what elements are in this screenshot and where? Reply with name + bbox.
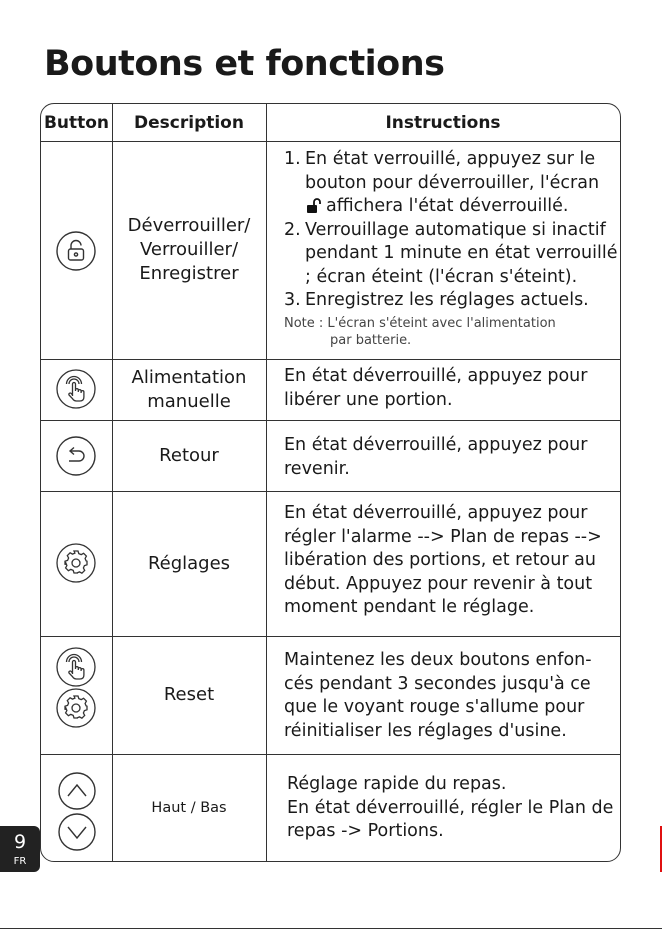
instruction-manual-feeding: En état déverrouillé, appuyez pour libérer une portion. — [284, 366, 588, 410]
chevron-up-icon — [57, 771, 97, 811]
instruction-settings: En état déverrouillé, appuyez pour régler l'alarme --> Plan de repas --> libération des portions, et retour au début. Appuyez pour revenir à tout moment pendant le réglage. — [284, 503, 602, 617]
buttons-table — [40, 103, 621, 862]
page-number: 9 — [13, 831, 27, 853]
gear-icon — [56, 543, 96, 583]
page-bottom-line — [0, 928, 662, 929]
instruction-up-down: Réglage rapide du repas. En état déverrouillé, régler le Plan de repas -> Portions. — [287, 774, 614, 841]
header-button: Button — [43, 112, 110, 133]
instruction-back: En état déverrouillé, appuyez pour revenir. — [284, 435, 588, 479]
page-language: FR — [13, 856, 27, 867]
description-settings: Réglages — [147, 552, 231, 574]
touch-hand-icon — [56, 369, 96, 409]
open-padlock-icon — [305, 198, 322, 213]
instruction-item: 2. Verrouillage automatique si inactif pendant 1 minute en état verrouillé ; écran éteint (l'écran s'éteint). — [284, 219, 618, 287]
instructions-lock — [284, 148, 619, 349]
gear-icon — [56, 688, 96, 728]
description-lock: Déverrouiller/ Verrouiller/ Enregistrer — [127, 215, 251, 284]
note: Note : L'écran s'éteint avec l'alimentation par batterie. — [284, 315, 556, 348]
header-description: Description — [134, 112, 244, 133]
chevron-down-icon — [57, 812, 97, 852]
instruction-item: 1. En état verrouillé, appuyez sur le bouton pour déverrouiller, l'écran affichera l'état déverrouillé. — [284, 149, 600, 216]
page-title: Boutons et fonctions — [44, 44, 445, 84]
description-reset: Reset — [163, 684, 215, 705]
touch-hand-icon — [56, 647, 96, 687]
instruction-item: 3. Enregistrez les réglages actuels. — [284, 290, 589, 310]
description-back: Retour — [159, 444, 219, 466]
description-up-down: Haut / Bas — [151, 799, 227, 816]
column-divider — [266, 104, 267, 861]
back-arrow-icon — [56, 436, 96, 476]
instruction-reset: Maintenez les deux boutons enfon-cés pendant 3 secondes jusqu'à ce que le voyant rouge s'allume pour réinitialiser les réglages d'usine. — [284, 650, 592, 741]
page-badge — [0, 826, 40, 872]
description-manual-feeding: Alimentation manuelle — [131, 366, 247, 412]
unlock-icon — [56, 231, 96, 271]
header-instructions: Instructions — [385, 112, 501, 133]
